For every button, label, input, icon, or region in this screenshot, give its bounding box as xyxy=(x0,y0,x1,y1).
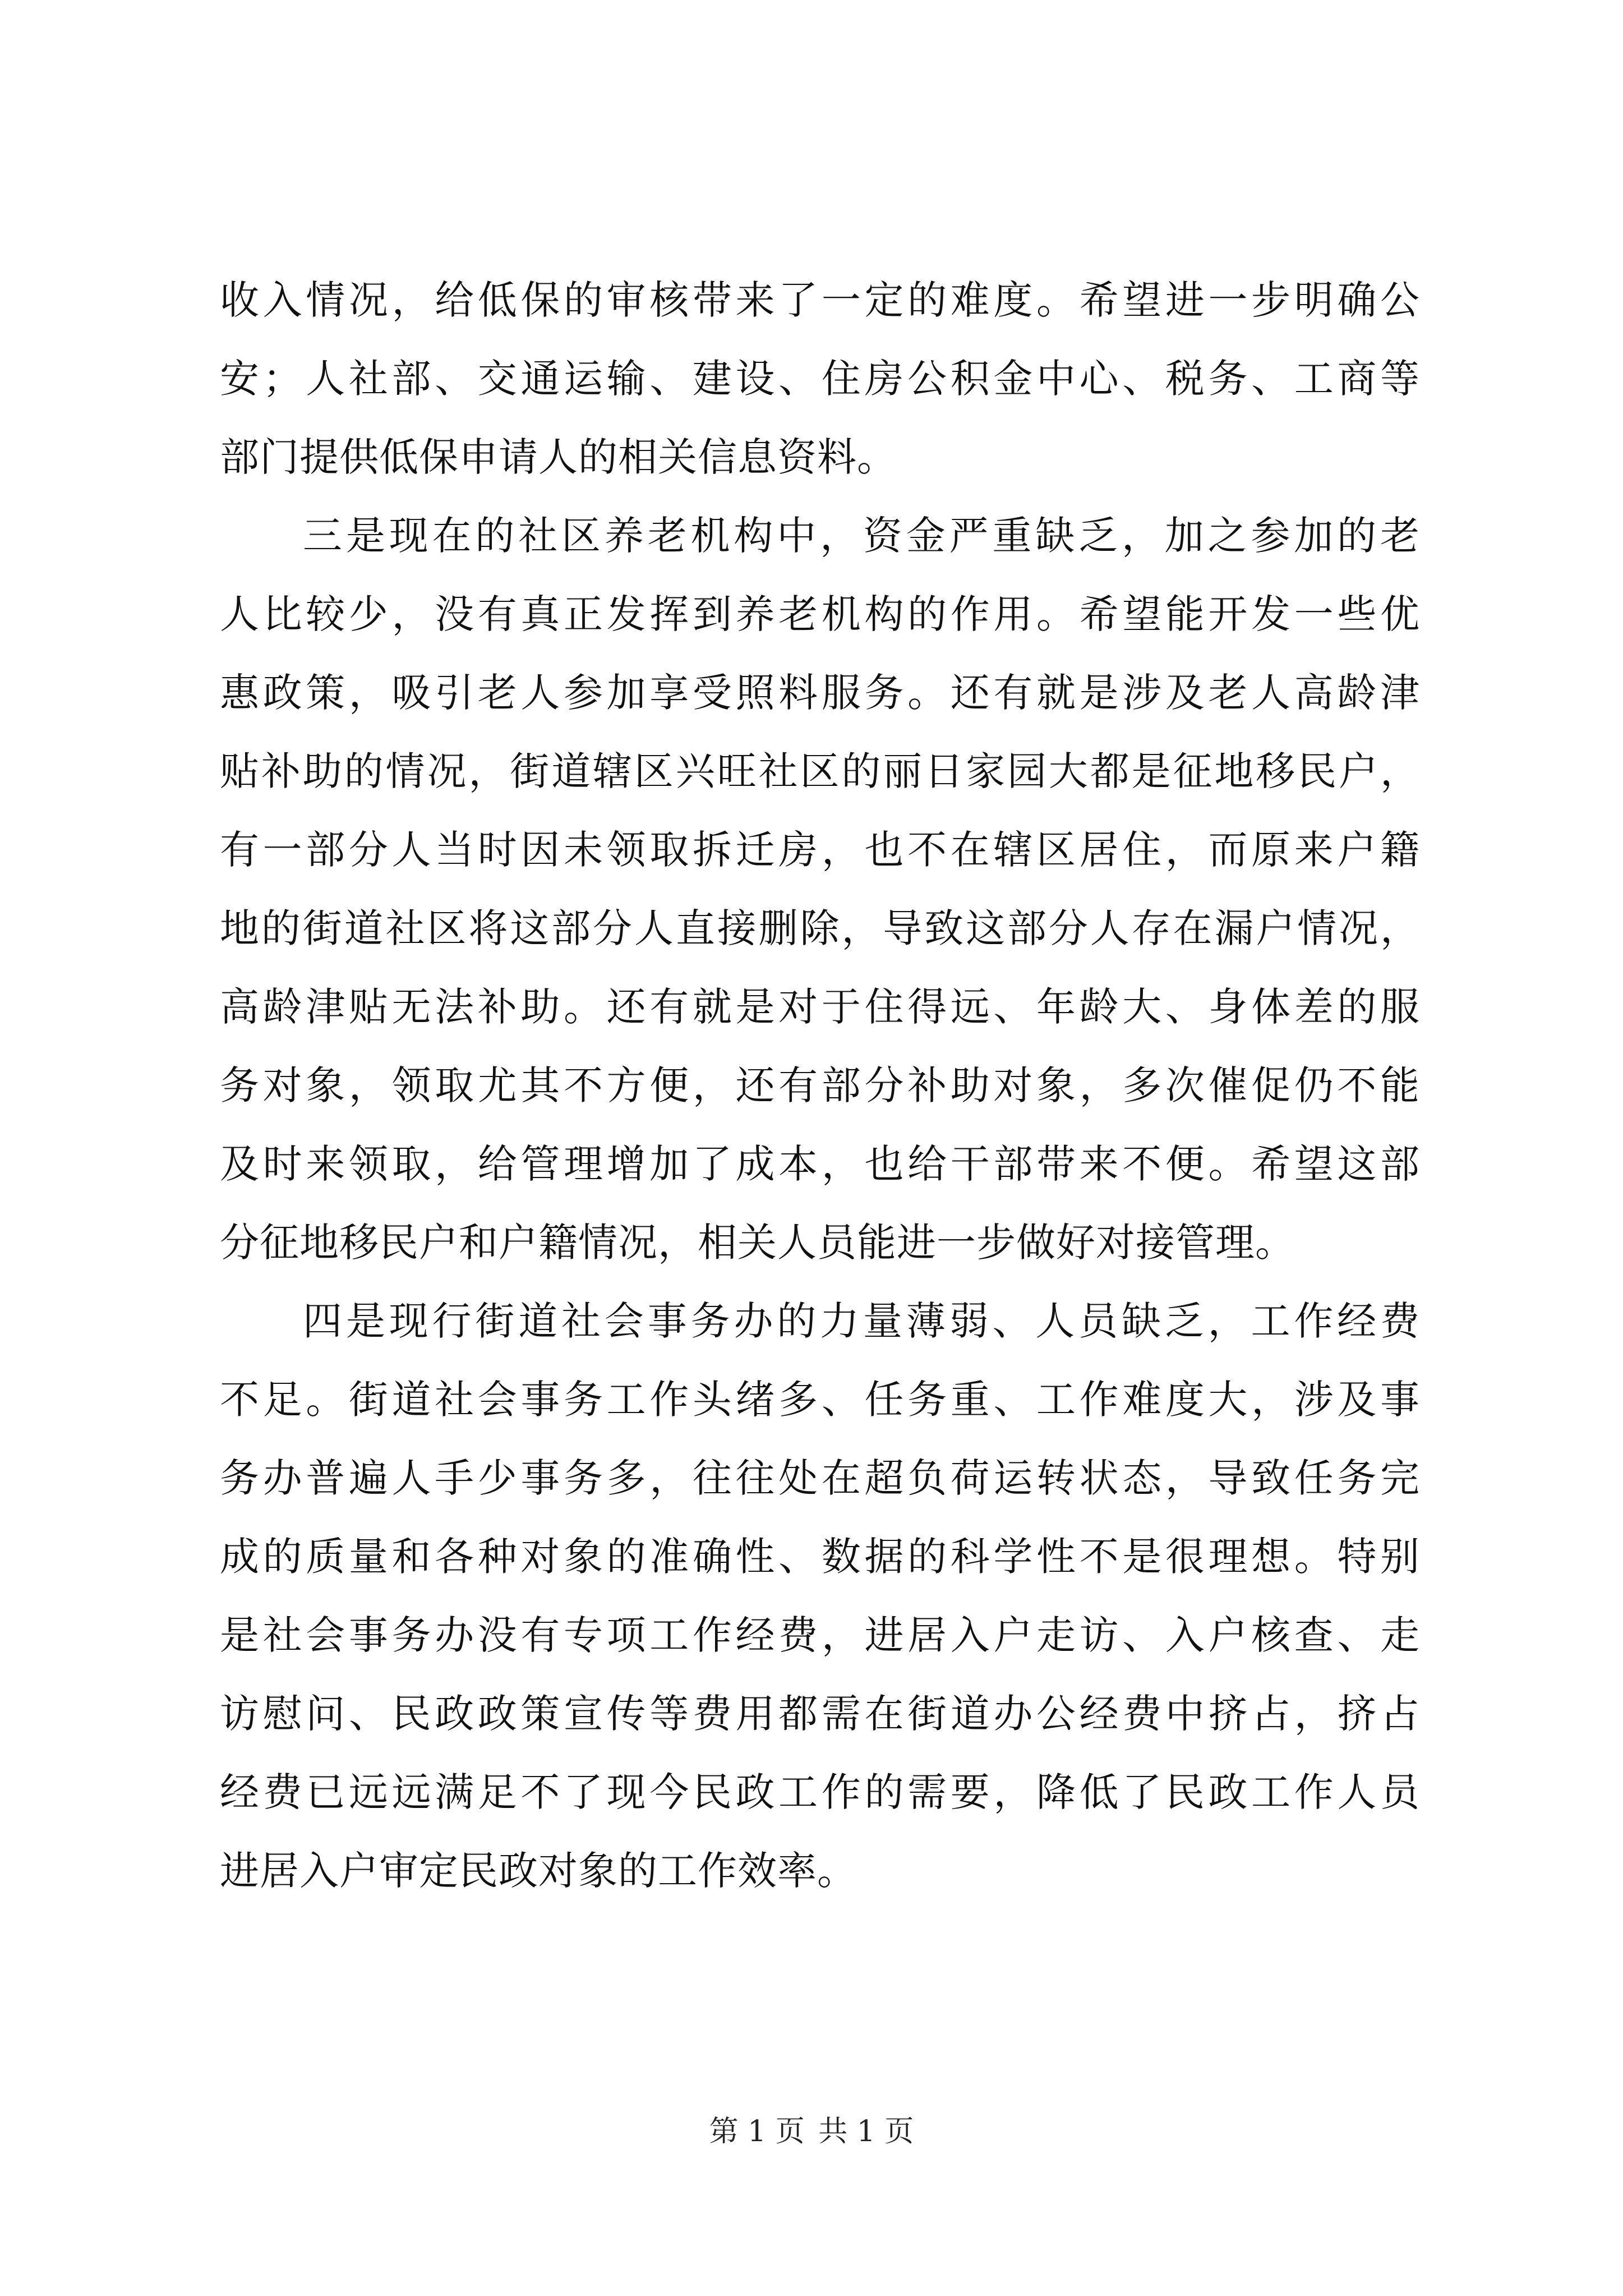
text-line: 三是现在的社区养老机构中，资金严重缺乏，加之参加的老 xyxy=(303,513,1420,559)
text-line: 是社会事务办没有专项工作经费，进居入户走访、入户核查、走 xyxy=(220,1612,1420,1658)
page-total: 共 1 页 xyxy=(818,2115,914,2148)
text-line: 部门提供低保申请人的相关信息资料。 xyxy=(220,434,897,480)
text-line: 高龄津贴无法补助。还有就是对于住得远、年龄大、身体差的服 xyxy=(220,984,1420,1030)
page-footer xyxy=(0,2109,1623,2154)
text-line: 分征地移民户和户籍情况，相关人员能进一步做好对接管理。 xyxy=(220,1220,1295,1266)
text-line: 务对象，领取尤其不方便，还有部分补助对象，多次催促仍不能 xyxy=(220,1062,1420,1108)
text-line: 四是现行街道社会事务办的力量薄弱、人员缺乏，工作经费 xyxy=(303,1298,1420,1344)
text-line: 地的街道社区将这部分人直接删除，导致这部分人存在漏户情况， xyxy=(220,905,1420,951)
text-line: 安；人社部、交通运输、建设、住房公积金中心、税务、工商等 xyxy=(220,356,1420,402)
page-number: 第 1 页 xyxy=(709,2115,805,2148)
text-line: 进居入户审定民政对象的工作效率。 xyxy=(220,1848,857,1894)
text-line: 成的质量和各种对象的准确性、数据的科学性不是很理想。特别 xyxy=(220,1534,1420,1580)
text-line: 不足。街道社会事务工作头绪多、任务重、工作难度大，涉及事 xyxy=(220,1377,1420,1423)
text-line: 收入情况，给低保的审核带来了一定的难度。希望进一步明确公 xyxy=(220,277,1420,323)
text-line: 惠政策，吸引老人参加享受照料服务。还有就是涉及老人高龄津 xyxy=(220,670,1420,716)
text-line: 经费已远远满足不了现今民政工作的需要，降低了民政工作人员 xyxy=(220,1769,1420,1815)
text-line: 访慰问、民政政策宣传等费用都需在街道办公经费中挤占，挤占 xyxy=(220,1691,1420,1737)
text-line: 贴补助的情况，街道辖区兴旺社区的丽日家园大都是征地移民户， xyxy=(220,748,1420,794)
text-line: 务办普遍人手少事务多，往往处在超负荷运转状态，导致任务完 xyxy=(220,1455,1420,1501)
text-line: 人比较少，没有真正发挥到养老机构的作用。希望能开发一些优 xyxy=(220,591,1420,637)
document-body xyxy=(220,261,1420,1910)
text-line: 有一部分人当时因未领取拆迁房，也不在辖区居住，而原来户籍 xyxy=(220,827,1420,873)
text-line: 及时来领取，给管理增加了成本，也给干部带来不便。希望这部 xyxy=(220,1141,1420,1187)
